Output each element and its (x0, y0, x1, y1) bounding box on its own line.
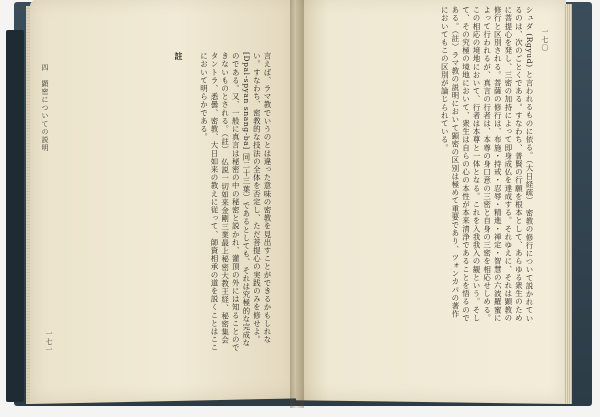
running-head: 四 顕密についての説明 (41, 64, 49, 152)
page-number-right: 一七〇 (541, 28, 549, 52)
left-page-text: 言えば、ラマ教でいうのとは違った意味の密教を見出すことができるかもしれない。すなわち、密教的な技法の全体を否定し、ただ菩提心の実践のみを修せよ。[Dpal-spyan snang-ba] 同二十三葉）であるとしても、それは究極的な完成なのである。又、一般に真言は秘密の中の秘密と説かれ、灌頂の外には知ることのできないものとされる。（註） 仏説一切如来金剛三業最上秘密大教王経、秘密集会タントラ、悉曇、密教、大日如来の教えに従って、師資相承の道を説くことはここにおいて明らかである。 (199, 52, 272, 352)
book-spine-edge (6, 30, 24, 402)
book-gutter (290, 0, 304, 408)
notes-heading: 註 (174, 52, 184, 60)
page-stack-right (564, 4, 572, 404)
right-page-text: シュダ (Rgyud) と言われるものに依る。（大日経疏） 密教の修行について説かれているのは、次のごとくである。すなわち、普賢の行願を根本として、あらゆる衆生のために菩提心を発し、三密の加持によって即身成仏を達成する。それゆえに、それは顕教の修行と区別される。菩薩の修行は、布施・持戒・忍辱・精進・禅定・智慧の六波羅蜜によって行われるが、真言の行者は、本尊の身口意の三密と自身の三密を相応せしめる。この相応の境地において、行者は本尊と一体となる。これを入我我入の観という。そして、その究極の境地において、衆生は自らの心の本性が本来清浄であることを悟るのである。（註）ラマ教の説明において顕密の区別は極めて重要であり、ツォンカパの著作においてもこの区別が論じられている。 (440, 6, 534, 323)
page-number-left: 一七一 (45, 330, 53, 354)
